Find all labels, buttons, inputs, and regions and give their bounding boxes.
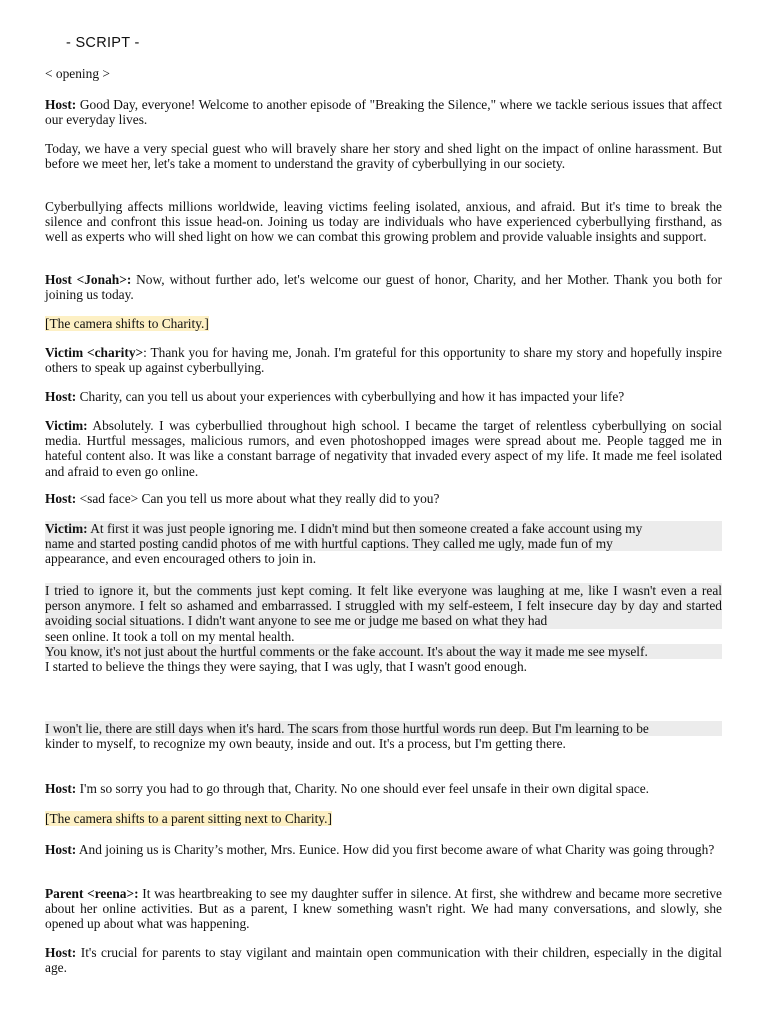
stage-direction-text: [The camera shifts to a parent sitting next to Charity.]	[45, 811, 332, 826]
paragraph-victim-struggle	[45, 583, 722, 674]
paragraph-victim-experience	[45, 418, 722, 479]
paragraph-host-mother-intro	[45, 842, 722, 857]
speaker-label: Host:	[45, 97, 77, 112]
paragraph-parent-response	[45, 886, 722, 932]
speaker-label: Victim <charity>	[45, 345, 144, 360]
paragraph-cyberbullying-overview: Cyberbullying affects millions worldwide, leaving victims feeling isolated, anxious, and afraid. But it's time to break the silence and confront this issue head-on. Joining us today are individuals who have experienced cyberbullying firsthand, as well as experts who will shed light on how we can combat this growing problem and provide valuable insights and support.	[45, 199, 722, 245]
dialogue-text: <sad face> Can you tell us more about what they really did to you?	[76, 491, 440, 506]
dialogue-text: At first it was just people ignoring me. I didn't mind but then someone created a fake account using my	[87, 521, 643, 536]
dialogue-text: Charity, can you tell us about your experiences with cyberbullying and how it has impacted your life?	[76, 389, 625, 404]
speaker-label: Host:	[45, 945, 77, 960]
speaker-label: Host:	[45, 781, 77, 796]
highlighted-text: I won't lie, there are still days when it's hard. The scars from those hurtful words run deep. But I'm learning to be	[45, 721, 722, 736]
speaker-label: Victim:	[45, 521, 88, 536]
opening-marker: < opening >	[45, 66, 110, 81]
paragraph-host-vigilance	[45, 945, 722, 975]
speaker-label: Host:	[45, 491, 77, 506]
highlighted-text: You know, it's not just about the hurtful comments or the fake account. It's about the way it made me see myself.	[45, 644, 722, 659]
paragraph-intro: Today, we have a very special guest who will bravely share her story and shed light on the impact of online harassment. But before we meet her, let's take a moment to understand the gravity of cyberbullying in our society.	[45, 141, 722, 172]
paragraph-host-question	[45, 389, 722, 404]
dialogue-text: And joining us is Charity’s mother, Mrs. Eunice. How did you first become aware of what Charity was going through?	[76, 842, 715, 857]
stage-direction-text: [The camera shifts to Charity.]	[45, 316, 209, 331]
speaker-label: Parent <reena>:	[45, 886, 139, 901]
paragraph-host-sad-face	[45, 491, 722, 506]
paragraph-host-jonah	[45, 272, 722, 302]
plain-line: kinder to myself, to recognize my own beauty, inside and out. It's a process, but I'm getting there.	[45, 736, 566, 752]
script-title: - SCRIPT -	[66, 35, 140, 51]
speaker-label: Host:	[45, 842, 77, 857]
plain-line: I started to believe the things they were saying, that I was ugly, that I wasn't good enough.	[45, 659, 528, 675]
dialogue-text: It was heartbreaking to see my daughter suffer in silence. At first, she withdrew and became more secretive about her online activities. But as a parent, I knew something wasn't right. We had many conversations, and slowly, she opened up about what was happening.	[45, 886, 722, 932]
dialogue-text: Absolutely. I was cyberbullied throughout high school. I became the target of relentless cyberbullying on social media. Hurtful messages, malicious rumors, and even photoshopped images were spread about me. People tagged me in hateful content also. It was like a constant barrage of negativity that invaded every aspect of my life. It made me feel isolated and afraid to even go online.	[45, 418, 722, 479]
paragraph-victim-fake-account	[45, 521, 722, 567]
highlighted-text: I tried to ignore it, but the comments just kept coming. It felt like everyone was laughing at me, like I wasn't even a real person anymore. I felt so ashamed and embarrassed. I struggled with my self-esteem, I felt insecure day by day and started avoiding social situations. I didn't want anyone to see me or judge me based on what they had	[45, 583, 722, 629]
dialogue-text: : Thank you for having me, Jonah. I'm grateful for this opportunity to share my story and hopefully inspire others to speak up against cyberbullying.	[45, 345, 722, 376]
paragraph-victim-thanks	[45, 345, 722, 375]
speaker-label: Host:	[45, 389, 77, 404]
stage-direction	[45, 811, 722, 826]
speaker-label: Victim:	[45, 418, 88, 433]
paragraph-host-sorry	[45, 781, 722, 796]
plain-line: appearance, and even encouraged others to join in.	[45, 551, 317, 567]
highlighted-line: name and started posting candid photos of me with hurtful captions. They called me ugly, made fun of my	[45, 536, 722, 551]
paragraph-host-welcome	[45, 97, 722, 127]
paragraph-victim-healing	[45, 721, 722, 751]
stage-direction	[45, 316, 722, 331]
dialogue-text: I'm so sorry you had to go through that, Charity. No one should ever feel unsafe in their own digital space.	[76, 781, 649, 796]
speaker-label: Host <Jonah>:	[45, 272, 132, 287]
dialogue-text: It's crucial for parents to stay vigilant and maintain open communication with their children, especially in the digital age.	[45, 945, 722, 976]
plain-line: seen online. It took a toll on my mental health.	[45, 628, 295, 644]
dialogue-text: Good Day, everyone! Welcome to another episode of "Breaking the Silence," where we tackle serious issues that affect our everyday lives.	[45, 97, 722, 128]
highlighted-line	[45, 521, 722, 536]
dialogue-text: Now, without further ado, let's welcome our guest of honor, Charity, and her Mother. Thank you both for joining us today.	[45, 272, 722, 303]
